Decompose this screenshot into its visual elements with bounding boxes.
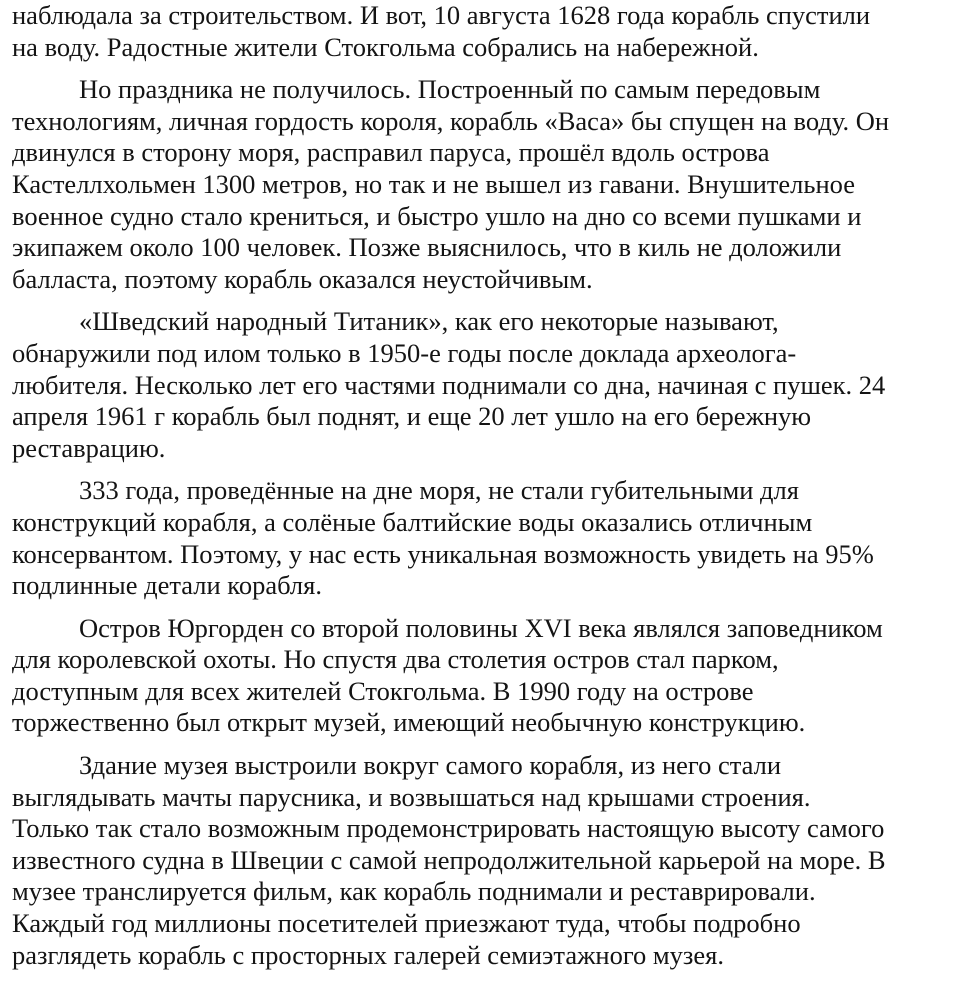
text-line: экипажем около 100 человек. Позже выяснилось, что в киль не доложили <box>12 232 842 263</box>
text-line: Кастеллхольмен 1300 метров, но так и не вышел из гавани. Внушительное <box>12 168 855 199</box>
text-line: 333 года, проведённые на дне моря, не стали губительными для <box>79 475 799 506</box>
text-line: консервантом. Поэтому, у нас есть уникальная возможность увидеть на 95% <box>12 538 874 569</box>
text-line: известного судна в Швеции с самой непродолжительной карьерой на море. В <box>12 844 886 875</box>
paragraph <box>12 306 912 464</box>
text-line: Но праздника не получилось. Построенный по самым передовым <box>79 74 821 105</box>
paragraph <box>12 475 912 601</box>
paragraph <box>12 750 912 971</box>
text-line: двинулся в сторону моря, расправил паруса, прошёл вдоль острова <box>12 137 770 168</box>
text-line: конструкций корабля, а солёные балтийские воды оказались отличным <box>12 506 813 537</box>
text-line: доступным для всех жителей Стокгольма. В 1990 году на острове <box>12 675 754 706</box>
text-line: любителя. Несколько лет его частями поднимали со дна, начиная с пушек. 24 <box>12 369 886 400</box>
text-line: подлинные детали корабля. <box>12 570 322 601</box>
text-line: «Шведский народный Титаник», как его некоторые называют, <box>79 306 779 337</box>
text-line: для королевской охоты. Но спустя два столетия остров стал парком, <box>12 644 779 675</box>
text-line: военное судно стало крениться, и быстро ушло на дно со всеми пушками и <box>12 200 862 231</box>
text-line: торжественно был открыт музей, имеющий необычную конструкцию. <box>12 707 806 738</box>
paragraph <box>12 74 912 295</box>
text-line: Каждый год миллионы посетителей приезжают туда, чтобы подробно <box>12 908 801 939</box>
text-line: разглядеть корабль с просторных галерей семиэтажного музея. <box>12 939 724 970</box>
text-line: балласта, поэтому корабль оказался неустойчивым. <box>12 263 593 294</box>
document-page <box>12 0 912 982</box>
text-line: обнаружили под илом только в 1950-е годы после доклада археолога- <box>12 337 797 368</box>
text-line: апреля 1961 г корабль был поднят, и еще 20 лет ушло на его бережную <box>12 401 812 432</box>
text-line: музее транслируется фильм, как корабль поднимали и реставрировали. <box>12 876 816 907</box>
text-line: выглядывать мачты парусника, и возвышаться над крышами строения. <box>12 781 811 812</box>
text-line: Здание музея выстроили вокруг самого корабля, из него стали <box>79 750 782 781</box>
paragraph <box>12 0 912 63</box>
text-line: реставрацию. <box>12 432 166 463</box>
text-line: Только так стало возможным продемонстрировать настоящую высоту самого <box>12 813 885 844</box>
text-line: технологиям, личная гордость короля, корабль «Васа» бы спущен на воду. Он <box>12 105 890 136</box>
text-line: на воду. Радостные жители Стокгольма собрались на набережной. <box>12 31 759 62</box>
text-line: наблюдала за строительством. И вот, 10 августа 1628 года корабль спустили <box>12 0 871 30</box>
paragraph <box>12 613 912 739</box>
text-line: Остров Юргорден со второй половины XVI века являлся заповедником <box>79 612 883 643</box>
